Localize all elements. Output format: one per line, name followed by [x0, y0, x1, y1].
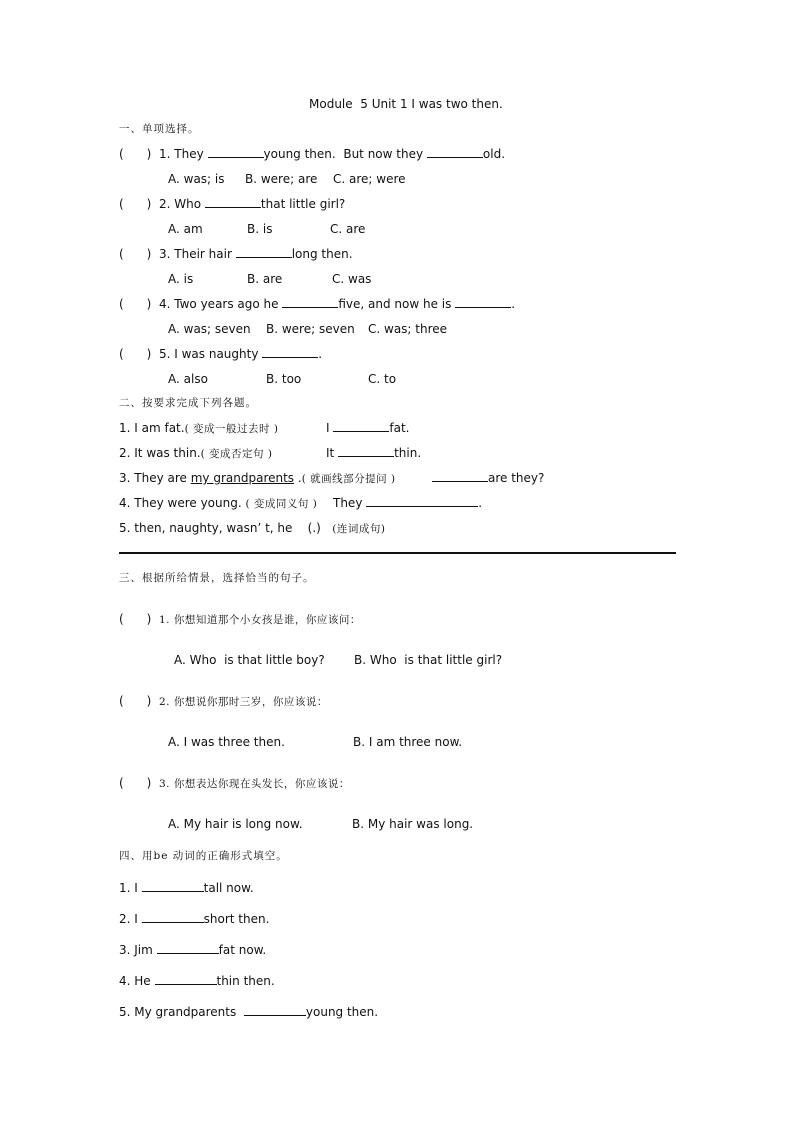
transform-answer-4: They . [333, 496, 483, 510]
situation-1-option-b: B. Who is that little girl? [354, 653, 503, 667]
transform-answer-3: are they? [432, 471, 544, 485]
blank[interactable] [236, 247, 292, 258]
blank[interactable] [205, 197, 261, 208]
blank[interactable] [244, 1005, 306, 1016]
fill-item-5: 5. My grandparents young then. [119, 1005, 379, 1019]
situation-3-option-b: B. My hair was long. [352, 817, 474, 831]
fill-item-1: 1. I tall now. [119, 881, 254, 895]
question-4: ( ) 4. Two years ago he five, and now he is . [119, 297, 516, 311]
transform-answer-2: It thin. [326, 446, 422, 460]
q1-option-c: C. are; were [333, 172, 406, 186]
answer-paren[interactable]: ( ) [119, 297, 152, 311]
blank[interactable] [142, 881, 204, 892]
transform-item-5: 5. then, naughty, wasn’ t, he (.) (连词成句) [119, 521, 386, 535]
transform-item-2: 2. It was thin.( 变成否定句 ) [119, 446, 273, 460]
situation-3: ( ) 3. 你想表达你现在头发长，你应该说： [119, 776, 350, 790]
question-1: ( ) 1. They young then. But now they old. [119, 147, 506, 161]
question-2: ( ) 2. Who that little girl? [119, 197, 346, 211]
answer-paren[interactable]: ( ) [119, 776, 152, 790]
fill-item-3: 3. Jim fat now. [119, 943, 267, 957]
answer-paren[interactable]: ( ) [119, 147, 152, 161]
situation-2-option-a: A. I was three then. [168, 735, 285, 749]
situation-1-option-a: A. Who is that little boy? [174, 653, 325, 667]
transform-item-3: 3. They are my grandparents .( 就画线部分提问 ) [119, 471, 396, 485]
q3-option-c: C. was [332, 272, 372, 286]
transform-answer-1: I fat. [326, 421, 410, 435]
situation-2: ( ) 2. 你想说你那时三岁，你应该说： [119, 694, 328, 708]
blank[interactable] [366, 496, 422, 507]
q2-option-b: B. is [247, 222, 273, 236]
q1-option-a: A. was; is [168, 172, 225, 186]
q5-option-c: C. to [368, 372, 397, 386]
q5-option-b: B. too [266, 372, 302, 386]
blank[interactable] [333, 421, 389, 432]
situation-1: ( ) 1. 你想知道那个小女孩是谁，你应该问： [119, 612, 361, 626]
fill-item-2: 2. I short then. [119, 912, 270, 926]
blank[interactable] [455, 297, 511, 308]
blank[interactable] [338, 446, 394, 457]
section1-heading: 一、单项选择。 [119, 123, 200, 135]
blank[interactable] [282, 297, 338, 308]
q4-option-a: A. was; seven [168, 322, 251, 336]
section3-heading: 三、根据所给情景，选择恰当的句子。 [119, 572, 315, 584]
transform-item-4: 4. They were young. ( 变成同义句 ) [119, 496, 318, 510]
q5-option-a: A. also [168, 372, 208, 386]
blank[interactable] [208, 147, 264, 158]
blank[interactable] [142, 912, 204, 923]
answer-paren[interactable]: ( ) [119, 612, 152, 626]
q3-option-a: A. is [168, 272, 194, 286]
situation-2-option-b: B. I am three now. [353, 735, 463, 749]
section2-heading: 二、按要求完成下列各题。 [119, 397, 257, 409]
transform-item-1: 1. I am fat.( 变成一般过去时 ) [119, 421, 279, 435]
worksheet-title: Module 5 Unit 1 I was two then. [309, 97, 503, 111]
question-5: ( ) 5. I was naughty . [119, 347, 323, 361]
q4-option-c: C. was; three [368, 322, 448, 336]
blank[interactable] [427, 147, 483, 158]
blank[interactable] [422, 496, 478, 507]
situation-3-option-a: A. My hair is long now. [168, 817, 303, 831]
question-3: ( ) 3. Their hair long then. [119, 247, 353, 261]
answer-paren[interactable]: ( ) [119, 247, 152, 261]
fill-item-4: 4. He thin then. [119, 974, 275, 988]
underlined-phrase: my grandparents [190, 471, 295, 485]
answer-paren[interactable]: ( ) [119, 347, 152, 361]
q3-option-b: B. are [247, 272, 283, 286]
section4-heading: 四、用be 动词的正确形式填空。 [119, 850, 288, 862]
q2-option-c: C. are [330, 222, 366, 236]
q1-option-b: B. were; are [245, 172, 318, 186]
answer-paren[interactable]: ( ) [119, 694, 152, 708]
q4-option-b: B. were; seven [266, 322, 355, 336]
q2-option-a: A. am [168, 222, 203, 236]
blank[interactable] [432, 471, 488, 482]
section-divider [119, 552, 676, 554]
blank[interactable] [262, 347, 318, 358]
blank[interactable] [155, 974, 217, 985]
blank[interactable] [157, 943, 219, 954]
answer-paren[interactable]: ( ) [119, 197, 152, 211]
